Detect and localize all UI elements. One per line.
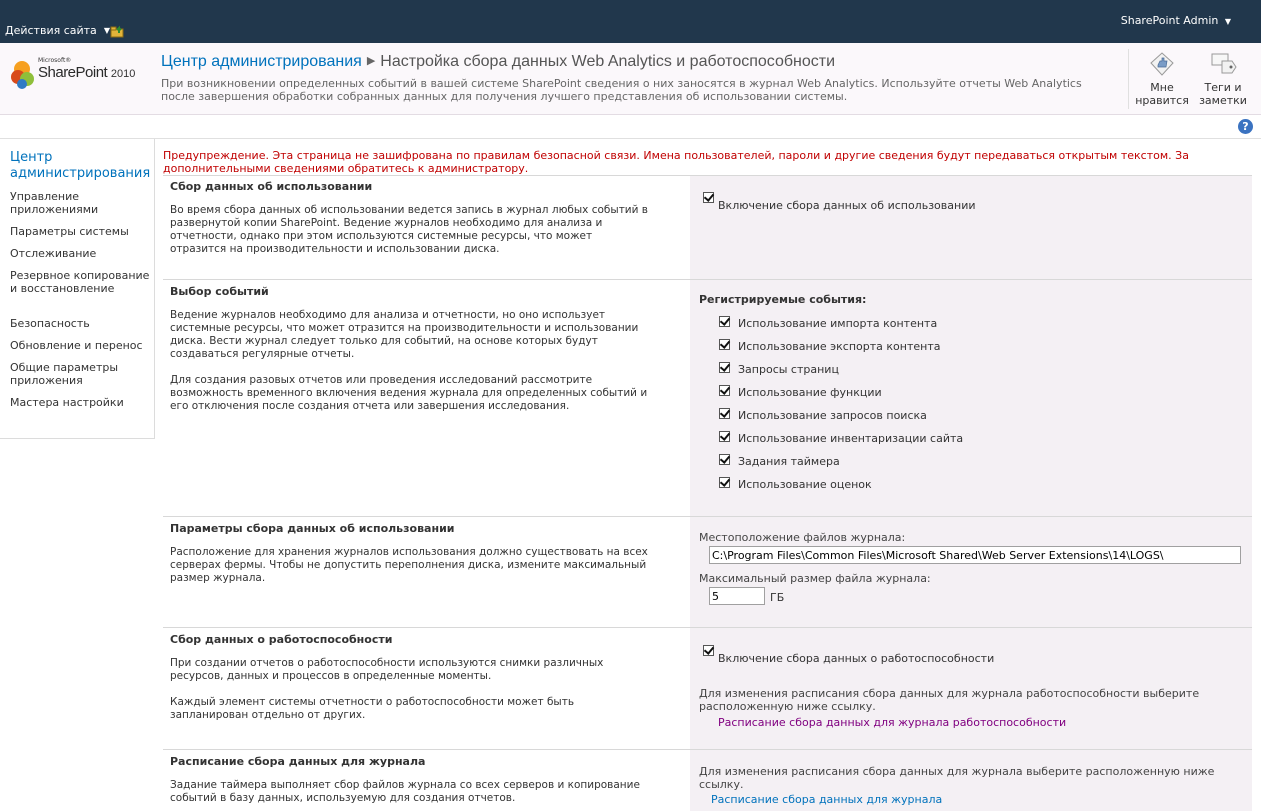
like-button[interactable] (1131, 49, 1193, 107)
health-schedule-note: Для изменения расписания сбора данных для журнала работоспособности выберите расположенную ниже ссылку. (699, 687, 1200, 713)
navigate-up-icon[interactable] (110, 24, 126, 38)
section-desc-health-2: Каждый элемент системы отчетности о работоспособности может быть запланирован отдельно от других. (170, 696, 575, 721)
chevron-down-icon: ▼ (103, 26, 110, 35)
nav-item-upgrade-migration[interactable]: Обновление и перенос (10, 339, 143, 352)
section-divider (163, 516, 1252, 517)
nav-item-application-management[interactable]: Управление приложениями (10, 190, 99, 216)
user-menu[interactable] (1121, 14, 1231, 27)
security-warning: Предупреждение. Эта страница не зашифрована по правилам безопасной связи. Имена пользователей, пароли и другие сведения будут передаваться открытым текстом. За дополнительными сведениями обратитесь к администратору. (163, 149, 1189, 175)
section-divider (163, 175, 1252, 176)
site-actions-label: Действия сайта (5, 24, 97, 37)
event-label: Использование функции (738, 386, 882, 399)
section-desc-events-2: Для создания разовых отчетов или проведения исследований рассмотрите возможность временного включения ведения журнала для определенных событий и его отключения после создания отчета или завершения исследования. (170, 374, 648, 412)
user-name: SharePoint Admin (1120, 14, 1219, 27)
tags-notes-button[interactable] (1192, 49, 1254, 107)
tag-notes-icon (1208, 51, 1238, 77)
event-feature-use-checkbox[interactable] (719, 385, 730, 396)
events-to-log-header: Регистрируемые события: (699, 293, 867, 306)
page-title: Настройка сбора данных Web Analytics и работоспособности (380, 53, 836, 70)
title-area (0, 43, 1261, 115)
left-navigation (0, 139, 155, 439)
max-size-label: Максимальный размер файла журнала: (699, 572, 931, 585)
section-desc-schedule: Задание таймера выполняет сбор файлов журнала со всех серверов и копирование событий в базу данных, используемую для создания отчетов. (170, 779, 640, 804)
section-title-events: Выбор событий (170, 285, 269, 298)
top-bar (0, 0, 1261, 43)
event-rating-usage-checkbox[interactable] (719, 477, 730, 488)
section-divider (163, 279, 1252, 280)
like-button-label: Мне нравится (1135, 81, 1189, 107)
max-size-unit: ГБ (770, 591, 785, 604)
enable-health-collection-checkbox[interactable] (703, 645, 714, 656)
log-location-label: Местоположение файлов журнала: (699, 531, 906, 544)
log-schedule-link[interactable]: Расписание сбора данных для журнала (711, 793, 943, 806)
event-timer-jobs-checkbox[interactable] (719, 454, 730, 465)
section-title-schedule: Расписание сбора данных для журнала (170, 755, 426, 768)
breadcrumb-root-link[interactable]: Центр администрирования (161, 53, 362, 70)
logo-microsoft: Microsoft® (38, 57, 72, 64)
event-label: Использование запросов поиска (738, 409, 927, 422)
nav-item-backup-restore[interactable]: Резервное копирование и восстановление (10, 269, 150, 295)
breadcrumb (161, 53, 835, 71)
section-desc-health-1: При создании отчетов о работоспособности используются снимки различных ресурсов, данных и процессов в определенные моменты. (170, 657, 604, 682)
logo-sharepoint (38, 64, 135, 81)
section-desc-events-1: Ведение журналов необходимо для анализа и отчетности, но оно использует системные ресурсы, что может отразится на производительности и использовании диска. Вести журнал следует только для событий, на основе которых будут создаваться регулярные отчеты. (170, 309, 639, 360)
breadcrumb-separator-icon: ▶ (366, 55, 376, 67)
section-divider (163, 627, 1252, 628)
event-content-export-checkbox[interactable] (719, 339, 730, 350)
enable-health-collection-label: Включение сбора данных о работоспособности (718, 652, 995, 665)
section-desc-usage: Во время сбора данных об использовании ведется запись в журнал любых событий в развернутой копии SharePoint. Ведение журналов необходимо для анализа и отчетности, однако при этом используются системные ресурсы, что может отразится на производительности и использовании диска. (170, 204, 648, 255)
thumbs-up-icon (1147, 51, 1177, 77)
sharepoint-logo[interactable] (8, 55, 158, 95)
nav-item-monitoring[interactable]: Отслеживание (10, 247, 97, 260)
help-icon[interactable]: ? (1238, 119, 1253, 134)
section-desc-params: Расположение для хранения журналов использования должно существовать на всех серверах фермы. Чтобы не допустить переполнения диска, измените максимальный размер журнала. (170, 546, 648, 584)
sharepoint-logo-icon (8, 59, 38, 91)
event-label: Задания таймера (738, 455, 840, 468)
nav-item-general-application-settings[interactable]: Общие параметры приложения (10, 361, 119, 387)
max-size-input[interactable] (709, 587, 765, 605)
logo-year: 2010 (110, 68, 136, 80)
nav-item-security[interactable]: Безопасность (10, 317, 90, 330)
section-title-params: Параметры сбора данных об использовании (170, 522, 455, 535)
page-description: При возникновении определенных событий в вашей системе SharePoint сведения о них заносятся в журнал Web Analytics. Используйте отчеты Web Analytics после завершения обработки собранных данных для получения лучшего представления об использовании системы. (161, 77, 1082, 103)
event-site-inventory-checkbox[interactable] (719, 431, 730, 442)
event-label: Использование инвентаризации сайта (738, 432, 964, 445)
nav-central-admin-link[interactable]: Центр администрирования (10, 150, 151, 181)
content-top-divider (0, 138, 1261, 139)
log-location-input[interactable] (709, 546, 1241, 564)
event-label: Использование оценок (738, 478, 872, 491)
event-label: Запросы страниц (738, 363, 839, 376)
ribbon-divider (1128, 49, 1129, 109)
event-label: Использование экспорта контента (738, 340, 941, 353)
event-search-query-checkbox[interactable] (719, 408, 730, 419)
tags-notes-button-label: Теги и заметки (1199, 81, 1247, 107)
health-schedule-link[interactable]: Расписание сбора данных для журнала работоспособности (718, 716, 1067, 729)
logo-sharepoint-text: SharePoint (38, 64, 108, 81)
site-actions-menu[interactable] (5, 24, 110, 37)
log-schedule-note: Для изменения расписания сбора данных для журнала выберите расположенную ниже ссылку. (699, 765, 1215, 791)
event-page-requests-checkbox[interactable] (719, 362, 730, 373)
event-label: Использование импорта контента (738, 317, 938, 330)
section-title-health: Сбор данных о работоспособности (170, 633, 393, 646)
chevron-down-icon: ▼ (1224, 17, 1231, 26)
enable-usage-collection-label: Включение сбора данных об использовании (718, 199, 976, 212)
section-divider (163, 749, 1252, 750)
enable-usage-collection-checkbox[interactable] (703, 192, 714, 203)
section-title-usage: Сбор данных об использовании (170, 180, 373, 193)
nav-item-system-settings[interactable]: Параметры системы (10, 225, 129, 238)
nav-item-configuration-wizards[interactable]: Мастера настройки (10, 396, 124, 409)
event-content-import-checkbox[interactable] (719, 316, 730, 327)
